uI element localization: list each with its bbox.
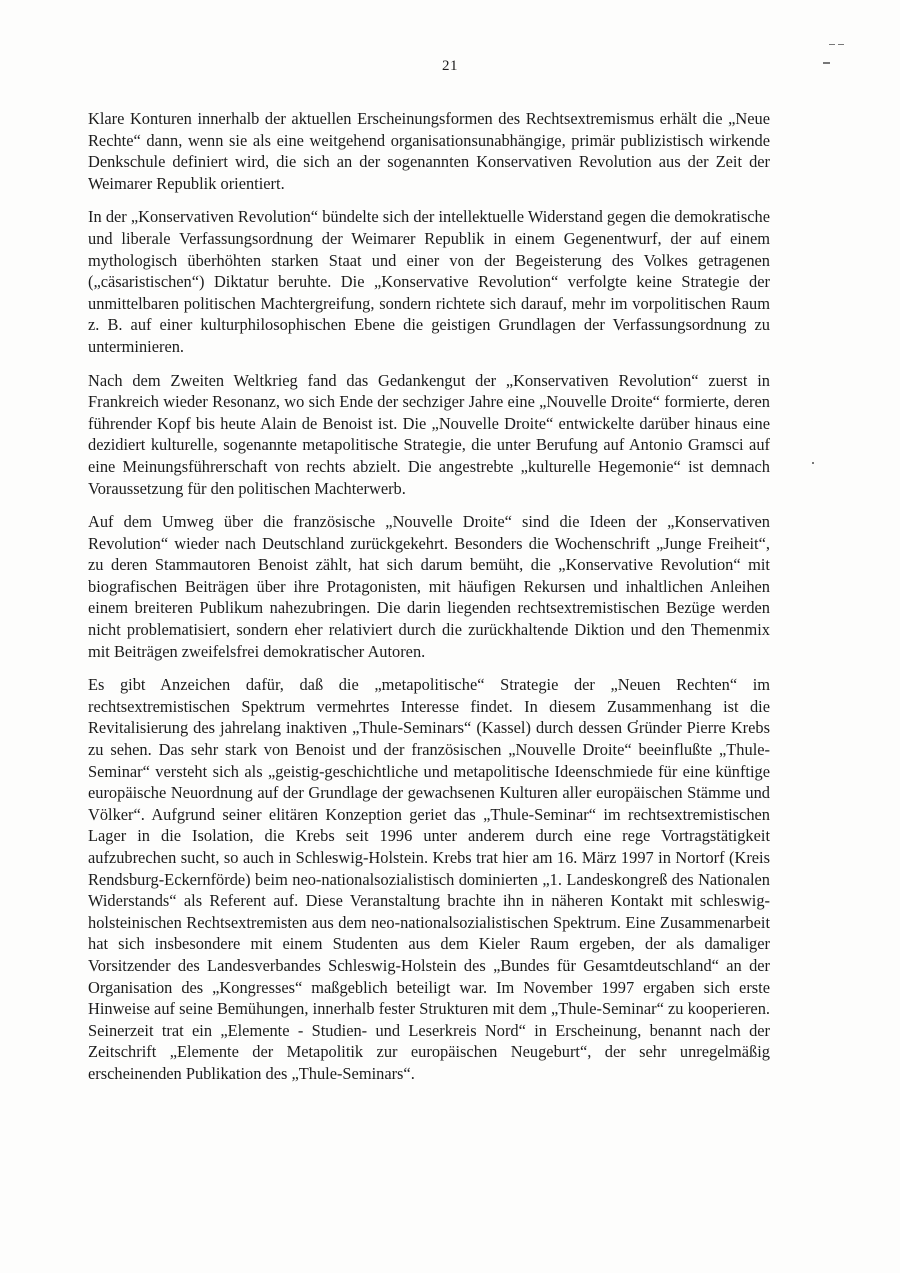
scan-artifact-mark (838, 44, 844, 45)
paragraph: Auf dem Umweg über die französische „Nouvelle Droite“ sind die Ideen der „Konservativen Revolution“ wieder nach Deutschland zurückgekehrt. Besonders die Wochenschrift „Junge Freiheit“, zu deren Stammautoren Benoist zählt, hat sich darum bemüht, die „Konservative Revolution“ mit biografischen Beiträgen über ihre Protagonisten, mit häufigen Rekursen und inhaltlichen Anleihen einem breiteren Publikum nahezubringen. Die darin liegenden rechtsextremistischen Bezüge werden nicht problematisiert, sondern eher relativiert durch die zurückhaltende Diktion und den Themenmix mit Beiträgen zweifelsfrei demokratischer Autoren. (88, 512, 770, 661)
body-text (88, 108, 770, 1097)
paragraph: Nach dem Zweiten Weltkrieg fand das Gedankengut der „Konservativen Revolution“ zuerst in Frankreich wieder Resonanz, wo sich Ende der sechziger Jahre eine „Nouvelle Droite“ formierte, deren führender Kopf bis heute Alain de Benoist ist. Die „Nouvelle Droite“ entwickelte darüber hinaus eine dezidiert kulturelle, sogenannte metapolitische Strategie, die unter Berufung auf Antonio Gramsci auf eine Meinungsführerschaft von rechts abzielt. Die angestrebte „kulturelle Hegemonie“ ist demnach Voraussetzung für den politischen Machterwerb. (88, 370, 770, 498)
scan-artifact-mark (829, 44, 835, 45)
paragraph: Klare Konturen innerhalb der aktuellen Erscheinungsformen des Rechtsextremismus erhält die „Neue Rechte“ dann, wenn sie als eine weitgehend organisationsunabhängige, primär publizistisch wirkende Denkschule definiert wird, die sich an der sogenannten Konservativen Revolution aus der Zeit der Weimarer Republik orientiert. (88, 109, 770, 193)
paragraph: In der „Konservativen Revolution“ bündelte sich der intellektuelle Widerstand gegen die demokratische und liberale Verfassungsordnung der Weimarer Republik in einem Gegenentwurf, der auf einem mythologisch überhöhten starken Staat und einer von der Begeisterung des Volkes getragenen („cäsaristischen“) Diktatur beruhte. Die „Konservative Revolution“ verfolgte keine Strategie der unmittelbaren politischen Machtergreifung, sondern richtete sich darauf, mehr im vorpolitischen Raum z. B. auf einer kulturphilosophischen Ebene die geistigen Grundlagen der Verfassungsordnung zu unterminieren. (88, 207, 770, 356)
paragraph: Es gibt Anzeichen dafür, daß die „metapolitische“ Strategie der „Neuen Rechten“ im rechtsextremistischen Spektrum vermehrtes Interesse findet. In diesem Zusammenhang ist die Revitalisierung des jahrelang inaktiven „Thule-Seminars“ (Kassel) durch dessen Gründer Pierre Krebs zu sehen. Das sehr stark von Benoist und der französischen „Nouvelle Droite“ beeinflußte „Thule-Seminar“ versteht sich als „geistig-geschichtliche und metapolitische Ideenschmiede für eine künftige europäische Neuordnung auf der Grundlage der gewachsenen Kulturen aller europäischen Stämme und Völker“. Aufgrund seiner elitären Konzeption geriet das „Thule-Seminar“ im rechtsextremistischen Lager in die Isolation, die Krebs seit 1996 unter anderem durch eine rege Vortragstätigkeit aufzubrechen sucht, so auch in Schleswig-Holstein. Krebs trat hier am 16. März 1997 in Nortorf (Kreis Rendsburg-Eckernförde) beim neo-nationalsozialistisch dominierten „1. Landeskongreß des Nationalen Widerstands“ als Referent auf. Diese Veranstaltung brachte ihn in näheren Kontakt mit schleswig-holsteinischen Rechtsextremisten aus dem neo-nationalsozialistischen Spektrum. Eine Zusammenarbeit hat sich insbesondere mit einem Studenten aus dem Kieler Raum ergeben, der als damaliger Vorsitzender des Landesverbandes Schleswig-Holstein des „Bundes für Gesamtdeutschland“ an der Organisation des „Kongresses“ maßgeblich beteiligt war. Im November 1997 ergaben sich erste Hinweise auf seine Bemühungen, innerhalb fester Strukturen mit dem „Thule-Seminar“ zu kooperieren. Seinerzeit trat ein „Elemente - Studien- und Leserkreis Nord“ in Erscheinung, benannt nach der Zeitschrift „Elemente der Metapolitik zur europäischen Neugeburt“, der sehr unregelmäßig erscheinenden Publikation des „Thule-Seminars“. (88, 675, 770, 1083)
scan-artifact-mark (812, 462, 814, 464)
page-number: 21 (442, 58, 458, 74)
